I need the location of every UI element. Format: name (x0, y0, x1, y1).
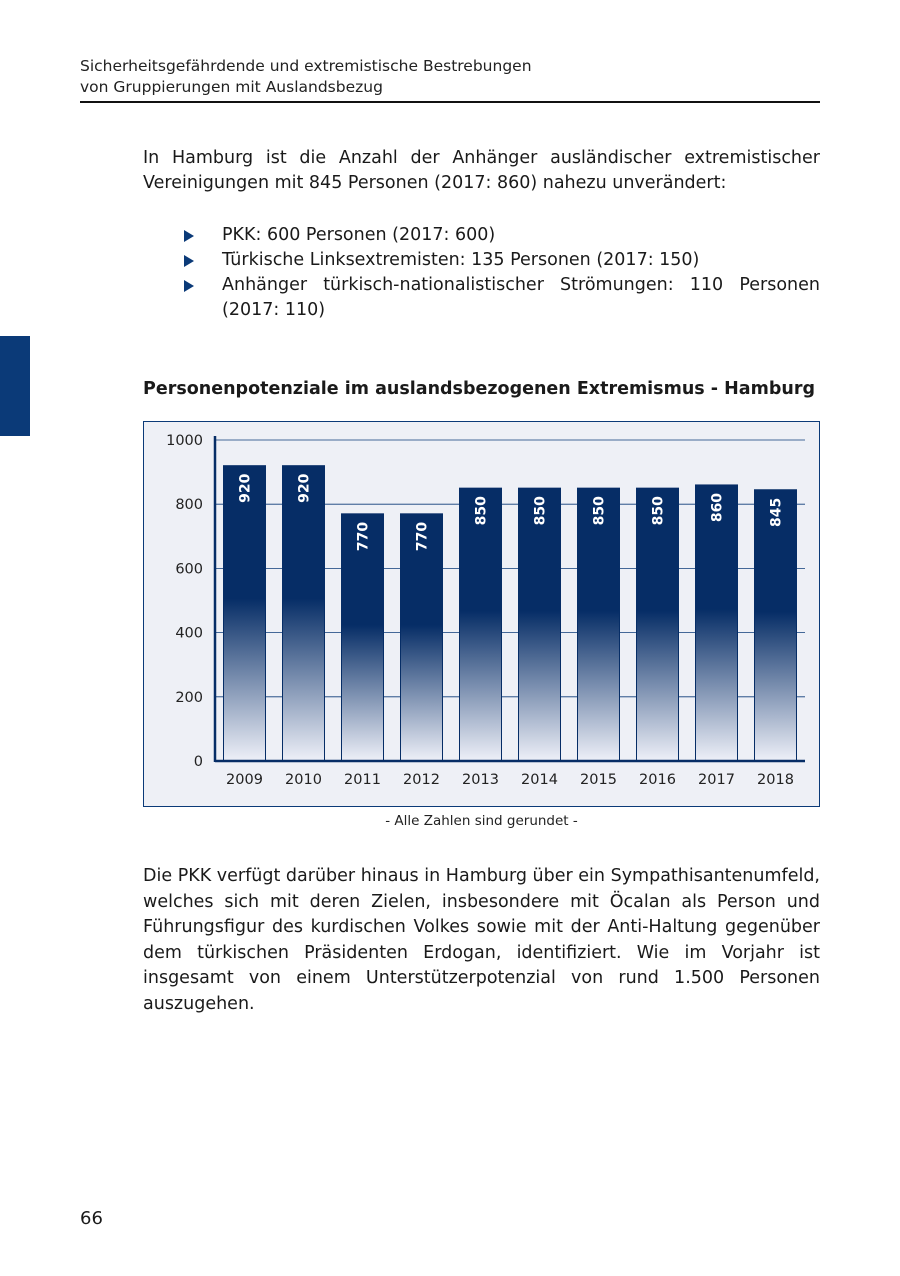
bar-value-label: 850 (591, 496, 608, 526)
chart-frame (143, 421, 820, 807)
y-tick-label: 800 (175, 497, 203, 514)
y-tick-label: 1000 (166, 433, 203, 449)
page-number: 66 (80, 1208, 103, 1229)
bullet-item (143, 223, 820, 248)
bar-value-label: 920 (296, 473, 313, 503)
bullet-text: PKK: 600 Personen (2017: 600) (222, 225, 496, 245)
bar-2018 (755, 490, 797, 761)
y-tick-label: 400 (175, 625, 203, 642)
chart-footnote: - Alle Zahlen sind gerundet - (385, 813, 578, 829)
bar-value-label: 770 (414, 521, 431, 552)
triangle-bullet-icon (184, 280, 194, 292)
bar-2014 (519, 488, 561, 761)
bar-2017 (696, 485, 738, 761)
x-tick-label: 2017 (698, 772, 735, 788)
bullet-item (143, 248, 820, 273)
chapter-tab-marker (0, 336, 30, 436)
x-tick-label: 2013 (462, 772, 499, 788)
outro-paragraph: Die PKK verfügt darüber hinaus in Hamburg über ein Sympathisantenumfeld, welches sich mit deren Zielen, insbesondere mit Öcalan als Person und Führungsfigur des kurdischen Volkes sowie mit der Anti-Haltung gegenüber dem türkischen Präsidenten Erdogan, identifiziert. Wie im Vorjahr ist insgesamt von einem Unterstützerpotenzial von rund 1.500 Personen auszugehen. (143, 866, 820, 1014)
bar-value-label: 770 (355, 521, 372, 552)
bar-2009 (224, 466, 266, 761)
bar-value-label: 860 (709, 492, 726, 523)
x-tick-label: 2016 (639, 772, 676, 788)
bar-value-label: 850 (532, 496, 549, 526)
bar-2016 (637, 488, 679, 761)
bar-2013 (460, 488, 502, 761)
bullet-item (143, 273, 820, 323)
x-tick-label: 2015 (580, 772, 617, 788)
bar-value-label: 850 (650, 496, 667, 526)
x-tick-label: 2018 (757, 772, 794, 788)
bullet-text: Anhänger türkisch-nationalistischer Strömungen: 110 Personen (2017: 110) (222, 275, 820, 320)
bar-value-label: 920 (237, 473, 254, 503)
triangle-bullet-icon (184, 230, 194, 242)
bar-2015 (578, 488, 620, 761)
x-tick-label: 2011 (344, 772, 381, 788)
header-line-2: von Gruppierungen mit Auslandsbezug (80, 78, 383, 96)
running-header (80, 56, 820, 98)
triangle-bullet-icon (184, 255, 194, 267)
bar-2010 (283, 466, 325, 761)
bar-chart (144, 422, 819, 806)
x-tick-label: 2014 (521, 772, 558, 788)
bullet-text: Türkische Linksextremisten: 135 Personen (2017: 150) (222, 250, 700, 270)
bullet-list (143, 223, 820, 323)
chart-title: Personenpotenziale im auslandsbezogenen Extremismus - Hamburg (143, 379, 815, 399)
x-tick-label: 2012 (403, 772, 440, 788)
y-tick-label: 200 (175, 689, 203, 706)
bar-value-label: 845 (768, 497, 785, 527)
x-tick-label: 2010 (285, 772, 322, 788)
y-tick-label: 600 (175, 561, 203, 578)
header-divider (80, 101, 820, 103)
bar-value-label: 850 (473, 496, 490, 526)
header-line-1: Sicherheitsgefährdende und extremistische Bestrebungen (80, 57, 532, 75)
y-tick-label: 0 (193, 754, 203, 770)
x-tick-label: 2009 (226, 772, 263, 788)
intro-paragraph: In Hamburg ist die Anzahl der Anhänger ausländischer extremistischer Vereinigungen mit 845 Personen (2017: 860) nahezu unverändert: (143, 148, 820, 193)
